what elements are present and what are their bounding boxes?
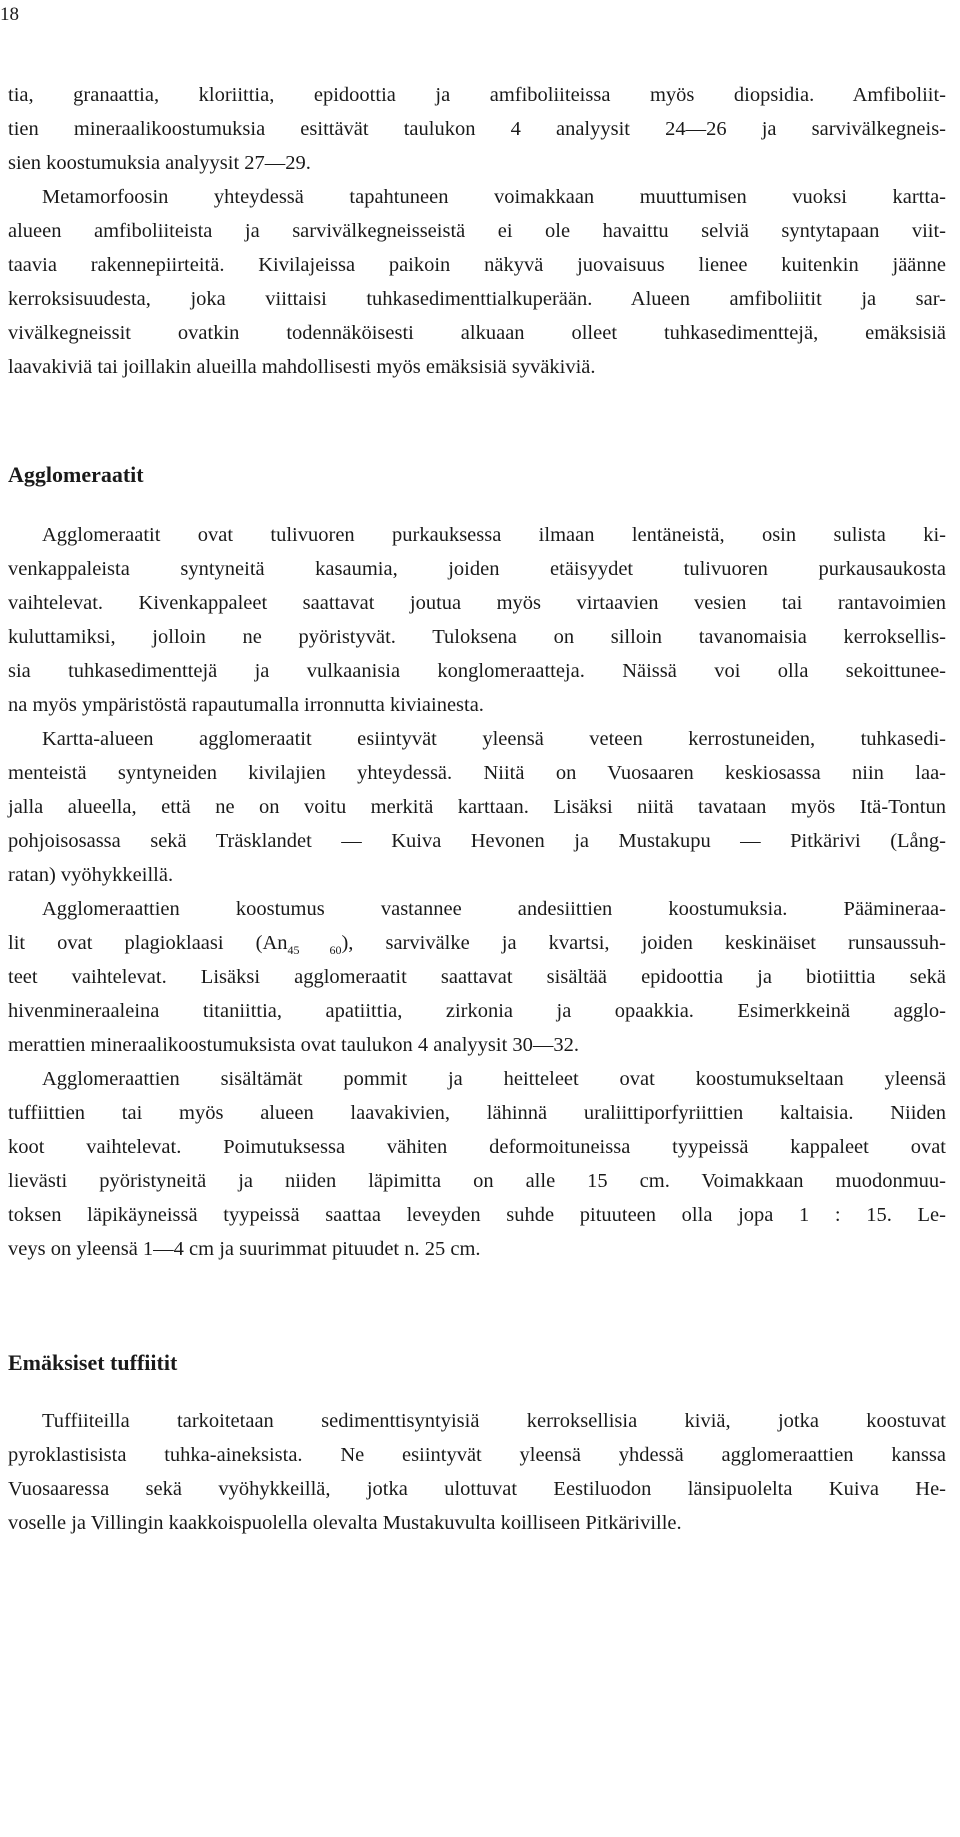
text-line: hivenmineraaleina titaniittia, apatiittia, zirkonia ja opaakkia. Esimerkkeinä agglo- xyxy=(8,1000,946,1022)
text-line: teet vaihtelevat. Lisäksi agglomeraatit saattavat sisältää epidoottia ja biotiittia sekä xyxy=(8,966,946,988)
section-heading-agglomeraatit: Agglomeraatit xyxy=(8,462,144,487)
text-line: laavakiviä tai joillakin alueilla mahdollisesti myös emäksisiä syväkiviä. xyxy=(8,356,596,378)
text-line: Agglomeraattien sisältämät pommit ja heitteleet ovat koostumukseltaan yleensä xyxy=(42,1068,946,1090)
text-line xyxy=(8,926,946,960)
text-line: menteistä syntyneiden kivilajien yhteydessä. Niitä on Vuosaaren keskiosassa niin laa- xyxy=(8,762,946,784)
paragraph xyxy=(8,1404,946,1540)
text-line: Agglomeraatit ovat tulivuoren purkauksessa ilmaan lentäneistä, osin sulista ki- xyxy=(42,524,946,546)
text-line: Agglomeraattien koostumus vastannee andesiittien koostumuksia. Päämineraa- xyxy=(42,898,946,920)
text-line: tia, granaattia, kloriittia, epidoottia ja amfiboliiteissa myös diopsidia. Amfiboliit- xyxy=(8,84,946,106)
page-number: 18 xyxy=(0,4,19,25)
text-line: venkappaleista syntyneitä kasaumia, joiden etäisyydet tulivuoren purkausaukosta xyxy=(8,558,946,580)
text-line: tuffiittien tai myös alueen laavakivien, lähinnä uraliittiporfyriittien kaltaisia. Niiden xyxy=(8,1102,946,1124)
text-fragment: lit ovat plagioklaasi (An xyxy=(8,932,288,954)
paragraph xyxy=(8,1062,946,1266)
subscript: 45 60 xyxy=(287,943,342,958)
text-line: veys on yleensä 1—4 cm ja suurimmat pituudet n. 25 cm. xyxy=(8,1238,481,1260)
tuffiitit-text xyxy=(8,1404,946,1540)
text-line: taavia rakennepiirteitä. Kivilajeissa paikoin näkyvä juovaisuus lienee kuitenkin jäänne xyxy=(8,254,946,276)
text-line: sien koostumuksia analyysit 27—29. xyxy=(8,152,311,174)
text-line: pohjoisosassa sekä Träsklandet — Kuiva Hevonen ja Mustakupu — Pitkärivi (Lång- xyxy=(8,830,946,852)
text-line: jalla alueella, että ne on voitu merkitä karttaan. Lisäksi niitä tavataan myös Itä-Tontun xyxy=(8,796,946,818)
text-line: koot vaihtelevat. Poimutuksessa vähiten deformoituneissa tyypeissä kappaleet ovat xyxy=(8,1136,946,1158)
paragraph xyxy=(8,722,946,892)
text-line: Vuosaaressa sekä vyöhykkeillä, jotka ulottuvat Eestiluodon länsipuolelta Kuiva He- xyxy=(8,1478,946,1500)
section-heading-emaksiset-tuffiitit: Emäksiset tuffiitit xyxy=(8,1350,178,1375)
text-fragment: ), sarvivälke ja kvartsi, joiden keskinäiset runsaussuh- xyxy=(341,932,946,954)
intro-text xyxy=(8,78,946,384)
text-line: voselle ja Villingin kaakkoispuolella olevalta Mustakuvulta koilliseen Pitkäriville. xyxy=(8,1512,682,1534)
text-line: na myös ympäristöstä rapautumalla irronnutta kiviainesta. xyxy=(8,694,484,716)
text-line: Kartta-alueen agglomeraatit esiintyvät yleensä veteen kerrostuneiden, tuhkasedi- xyxy=(42,728,946,750)
text-line: kerroksisuudesta, joka viittaisi tuhkasedimenttialkuperään. Alueen amfiboliitit ja sar- xyxy=(8,288,946,310)
text-line: ratan) vyöhykkeillä. xyxy=(8,864,174,886)
text-line: alueen amfiboliiteista ja sarvivälkegneisseistä ei ole havaittu selviä syntytapaan viit- xyxy=(8,220,946,242)
text-line: kuluttamiksi, jolloin ne pyöristyvät. Tuloksena on silloin tavanomaisia kerroksellis- xyxy=(8,626,946,648)
text-line: Metamorfoosin yhteydessä tapahtuneen voimakkaan muuttumisen vuoksi kartta- xyxy=(42,186,946,208)
text-line: Tuffiiteilla tarkoitetaan sedimenttisyntyisiä kerroksellisia kiviä, jotka koostuvat xyxy=(42,1410,946,1432)
paragraph xyxy=(8,518,946,722)
paragraph xyxy=(8,78,946,180)
text-line: vaihtelevat. Kivenkappaleet saattavat joutua myös virtaavien vesien tai rantavoimien xyxy=(8,592,946,614)
text-line: sia tuhkasedimenttejä ja vulkaanisia konglomeraatteja. Näissä voi olla sekoittunee- xyxy=(8,660,946,682)
text-line: pyroklastisista tuhka-aineksista. Ne esiintyvät yleensä yhdessä agglomeraattien kanssa xyxy=(8,1444,946,1466)
text-line: merattien mineraalikoostumuksista ovat taulukon 4 analyysit 30—32. xyxy=(8,1034,580,1056)
text-line: toksen läpikäyneissä tyypeissä saattaa leveyden suhde pituuteen olla jopa 1 : 15. Le- xyxy=(8,1204,946,1226)
text-line: tien mineraalikoostumuksia esittävät taulukon 4 analyysit 24—26 ja sarvivälkegneis- xyxy=(8,118,946,140)
paragraph xyxy=(8,892,946,1062)
paragraph xyxy=(8,180,946,384)
text-line: lievästi pyöristyneitä ja niiden läpimitta on alle 15 cm. Voimakkaan muodonmuu- xyxy=(8,1170,946,1192)
agglomeraatit-text xyxy=(8,518,946,1266)
text-line: vivälkegneissit ovatkin todennäköisesti alkuaan olleet tuhkasedimenttejä, emäksisiä xyxy=(8,322,946,344)
